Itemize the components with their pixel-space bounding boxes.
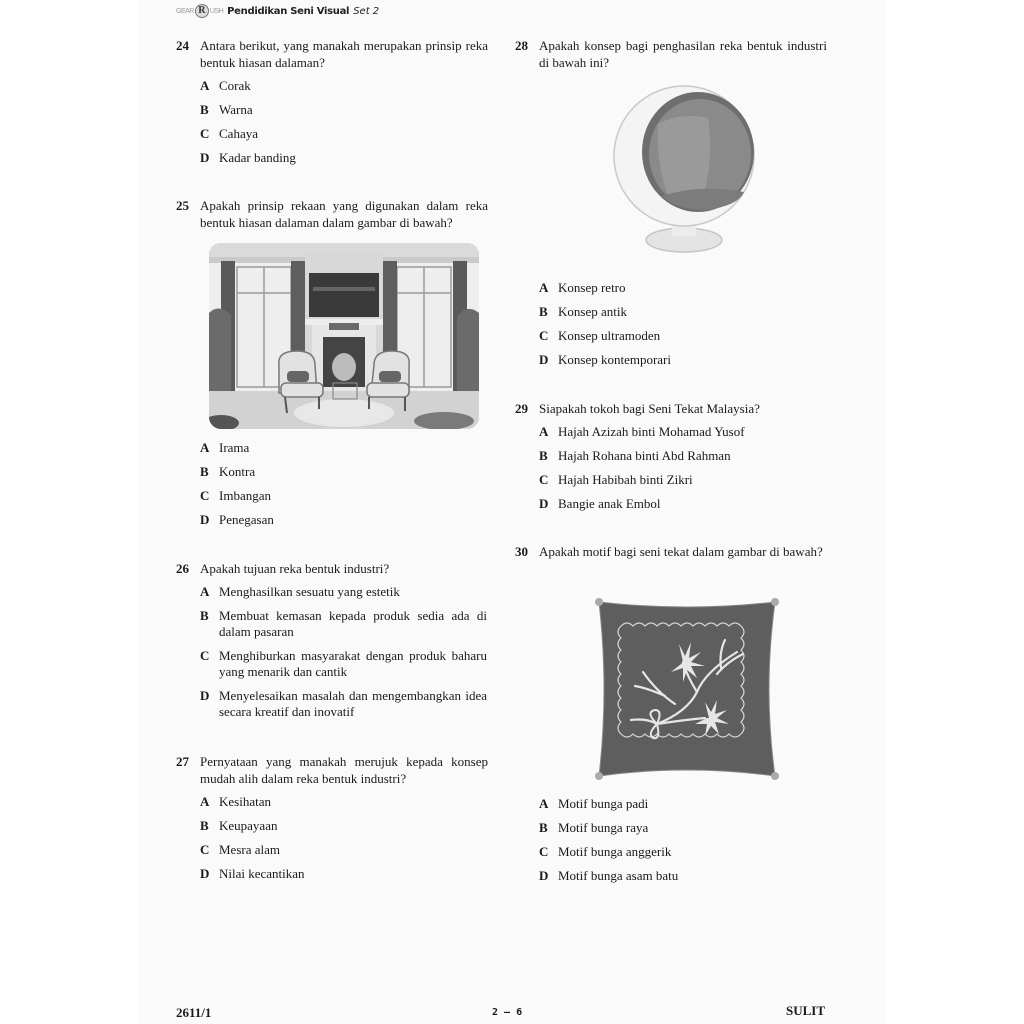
option-text: Cahaya xyxy=(219,126,258,141)
logo-text-left: GEAR xyxy=(176,7,194,15)
option-text: Bangie anak Embol xyxy=(558,496,661,511)
option-letter: C xyxy=(200,842,210,857)
option-text: Konsep kontemporari xyxy=(558,352,672,367)
question-number: 26 xyxy=(176,561,189,576)
option-letter: A xyxy=(200,794,210,809)
publisher-logo xyxy=(176,4,223,18)
option-letter: B xyxy=(200,818,209,833)
question-number: 24 xyxy=(176,38,189,53)
option-letter: B xyxy=(200,608,209,623)
ball-chair-photo xyxy=(610,84,760,259)
option-text: Konsep antik xyxy=(558,304,627,319)
subject-title: Pendidikan Seni Visual xyxy=(227,5,350,17)
option-letter: B xyxy=(539,448,548,463)
option-text: Nilai kecantikan xyxy=(219,866,305,881)
option-text: Kontra xyxy=(219,464,256,479)
option-letter: C xyxy=(539,472,549,487)
option-text: Menghasilkan sesuatu yang estetik xyxy=(219,584,400,599)
option-letter: C xyxy=(539,328,549,343)
option-letter: A xyxy=(539,424,549,439)
option-text: Mesra alam xyxy=(219,842,281,857)
option-letter: D xyxy=(200,150,210,165)
question-stem: Apakah prinsip rekaan yang digunakan dalam reka bentuk hiasan dalaman dalam gambar di bawah? xyxy=(200,198,488,230)
option-letter: A xyxy=(539,280,549,295)
logo-text-right: USH xyxy=(209,7,224,15)
option-text: Keupayaan xyxy=(219,818,278,833)
option-letter: C xyxy=(200,126,210,141)
option-letter: D xyxy=(539,352,549,367)
page-number: 2 – 6 xyxy=(492,1007,523,1018)
logo-letter: R xyxy=(195,4,209,18)
option-letter: B xyxy=(539,820,548,835)
option-letter: A xyxy=(200,584,210,599)
option-letter: B xyxy=(200,102,209,117)
option-letter: C xyxy=(539,844,549,859)
option-letter: C xyxy=(200,648,210,663)
option-text: Menghiburkan masyarakat dengan produk baharu yang menarik dan cantik xyxy=(219,648,487,679)
question-stem: Apakah tujuan reka bentuk industri? xyxy=(200,561,390,576)
question-stem: Siapakah tokoh bagi Seni Tekat Malaysia? xyxy=(539,401,760,416)
option-text: Kesihatan xyxy=(219,794,271,809)
option-text: Warna xyxy=(219,102,253,117)
option-text: Kadar banding xyxy=(219,150,296,165)
question-number: 28 xyxy=(515,38,528,53)
option-letter: A xyxy=(539,796,549,811)
option-text: Motif bunga raya xyxy=(558,820,649,835)
page-header xyxy=(176,3,379,19)
option-letter: A xyxy=(200,440,210,455)
option-letter: D xyxy=(200,688,210,703)
embroidered-cushion-photo xyxy=(587,592,787,788)
option-letter: D xyxy=(539,868,549,883)
option-letter: C xyxy=(200,488,210,503)
option-text: Irama xyxy=(219,440,250,455)
classification-label: SULIT xyxy=(786,1003,826,1018)
set-label: Set 2 xyxy=(353,5,380,17)
question-number: 29 xyxy=(515,401,528,416)
option-text: Konsep ultramoden xyxy=(558,328,661,343)
option-text: Imbangan xyxy=(219,488,271,503)
option-text: Menyelesaikan masalah dan mengembangkan idea secara kreatif dan inovatif xyxy=(219,688,487,719)
question-number: 30 xyxy=(515,544,528,559)
question-number: 25 xyxy=(176,198,189,213)
option-letter: B xyxy=(539,304,548,319)
option-text: Konsep retro xyxy=(558,280,626,295)
paper-code: 2611/1 xyxy=(176,1005,212,1020)
option-text: Hajah Azizah binti Mohamad Yusof xyxy=(558,424,745,439)
option-text: Motif bunga asam batu xyxy=(558,868,679,883)
option-text: Hajah Rohana binti Abd Rahman xyxy=(558,448,731,463)
option-letter: D xyxy=(200,512,210,527)
question-stem: Apakah konsep bagi penghasilan reka bentuk industri di bawah ini? xyxy=(539,38,827,70)
option-text: Motif bunga padi xyxy=(558,796,649,811)
question-stem: Antara berikut, yang manakah merupakan prinsip reka bentuk hiasan dalaman? xyxy=(200,38,488,70)
question-number: 27 xyxy=(176,754,189,769)
option-letter: D xyxy=(539,496,549,511)
option-letter: D xyxy=(200,866,210,881)
question-stem: Pernyataan yang manakah merujuk kepada konsep mudah alih dalam reka bentuk industri? xyxy=(200,754,488,786)
question-stem: Apakah motif bagi seni tekat dalam gambar di bawah? xyxy=(539,544,823,559)
option-text: Motif bunga anggerik xyxy=(558,844,672,859)
option-text: Penegasan xyxy=(219,512,274,527)
option-letter: A xyxy=(200,78,210,93)
option-text: Membuat kemasan kepada produk sedia ada di dalam pasaran xyxy=(219,608,487,639)
option-text: Corak xyxy=(219,78,251,93)
option-text: Hajah Habibah binti Zikri xyxy=(558,472,693,487)
option-letter: B xyxy=(200,464,209,479)
living-room-interior-photo xyxy=(209,243,479,429)
